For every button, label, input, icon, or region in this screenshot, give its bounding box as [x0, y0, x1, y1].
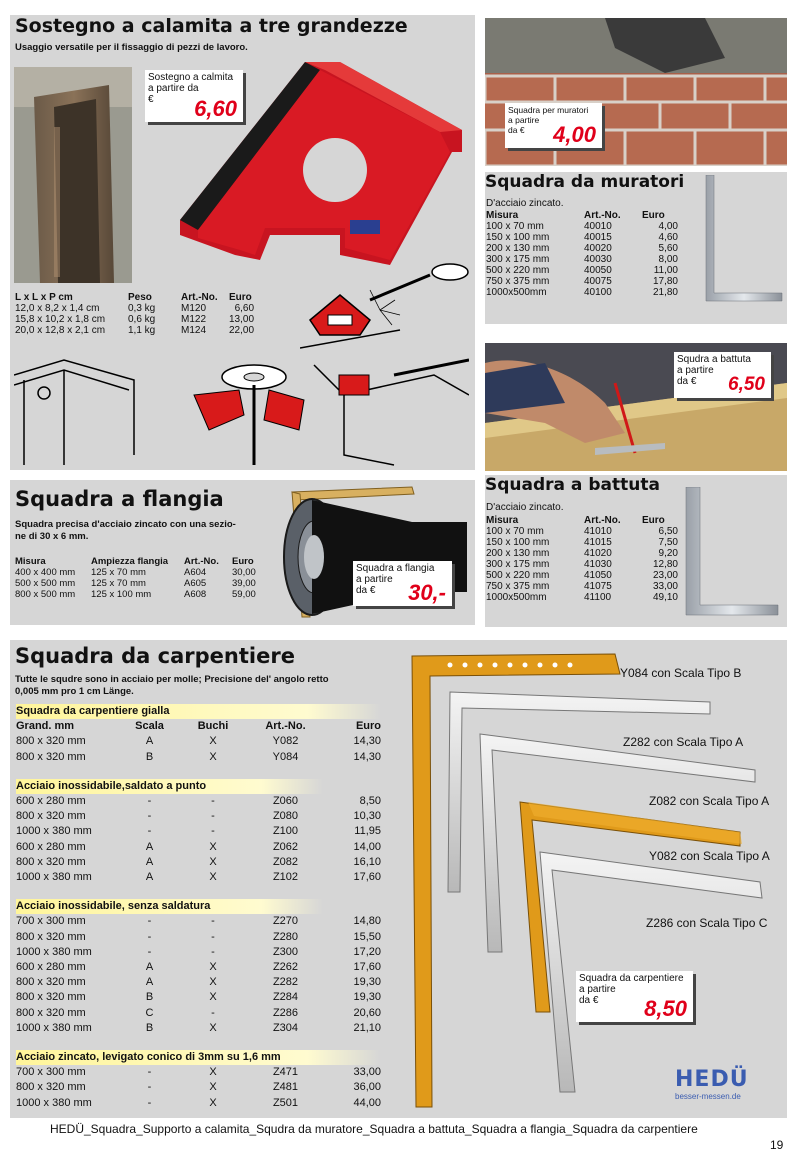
image-label: Y084 con Scala Tipo B — [620, 666, 742, 680]
table-row: 600 x 280 mm A X Z062 14,00 — [16, 840, 381, 853]
muratori-square-image — [704, 175, 784, 303]
muratori-desc: D'acciaio zincato. — [486, 198, 564, 209]
table-row: 800 x 320 mm B X Z284 19,30 — [16, 991, 381, 1004]
usage-illustrations — [14, 355, 469, 467]
price-value: 6,50 — [728, 374, 765, 395]
table-row: 600 x 280 mm - - Z060 8,50 — [16, 795, 381, 808]
flangia-title: Squadra a flangia — [15, 487, 224, 511]
col-header: Art.-No. — [181, 292, 218, 303]
image-label: Y082 con Scala Tipo A — [649, 849, 770, 863]
magnet-title: Sostegno a calamita a tre grandezze — [15, 15, 408, 37]
magnet-table — [13, 292, 256, 336]
price-value: 4,00 — [553, 122, 596, 147]
page-number: 19 — [770, 1138, 784, 1152]
table-row: 700 x 300 mm - - Z270 14,80 — [16, 915, 381, 928]
flangia-subtitle-1: Squadra precisa d'acciaio zincato con una sezio- — [15, 519, 236, 530]
table-row: 1000x500mm 40100 21,80 — [486, 287, 678, 298]
table-row: 800 x 320 mm - X Z481 36,00 — [16, 1081, 381, 1094]
price-line2: a partire da — [148, 83, 199, 94]
table-row: 400 x 400 mm 125 x 70 mm A604 30,00 — [15, 567, 256, 578]
battuta-title: Squadra a battuta — [485, 475, 660, 495]
table-row: 1000 x 380 mm - - Z100 11,95 — [16, 825, 381, 838]
table-row: 20,0 x 12,8 x 2,1 cm 1,1 kg M124 22,00 — [15, 325, 255, 336]
price-value: 6,60 — [194, 96, 237, 121]
image-label: Z286 con Scala Tipo C — [646, 916, 768, 930]
flangia-subtitle-2: ne di 30 x 6 mm. — [15, 531, 89, 542]
col-header: Euro — [229, 292, 252, 303]
price-value: 8,50 — [644, 996, 687, 1021]
welding-illustration — [300, 260, 470, 360]
price-currency: € — [148, 94, 154, 105]
price-line1: Sostegno a calmita — [148, 72, 234, 83]
section-heading: Acciaio inossidabile, senza saldatura — [16, 899, 323, 914]
table-row: 150 x 100 mm 40015 4,60 — [486, 232, 678, 243]
carpentiere-subtitle-1: Tutte le squdre sono in acciaio per molle; Precisione del' angolo retto — [15, 674, 329, 685]
battuta-table: Misura Art.-No. Euro 100 x 70 mm 41010 6,50 150 x 100 mm 41015 7,50 200 x 130 mm 41020 9,20 300 x 175 mm 41030 12,80 500 x 220 mm 41050 23,00 750 x 375 mm 41075 33,00 1000x500mm 41100 49,10 — [486, 515, 678, 603]
flangia-price-box: Squadra a flangia a partire da € 30,- — [353, 561, 452, 606]
table-row: 500 x 500 mm 125 x 70 mm A605 39,00 — [15, 578, 256, 589]
image-label: Z082 con Scala Tipo A — [649, 794, 770, 808]
carpenter-squares-image — [410, 652, 785, 1112]
table-row: 750 x 375 mm 41075 33,00 — [486, 581, 678, 592]
table-row: 100 x 70 mm 41010 6,50 — [486, 526, 678, 537]
table-row: 1000 x 380 mm - X Z501 44,00 — [16, 1096, 381, 1109]
hedu-logo: HEDÜ besser-messen.de — [675, 1067, 749, 1101]
table-row: 800 x 320 mm B X Y084 14,30 — [16, 750, 381, 763]
image-label: Z282 con Scala Tipo A — [623, 735, 744, 749]
muratori-title: Squadra da muratori — [485, 172, 685, 192]
table-row: 1000 x 380 mm - - Z300 17,20 — [16, 945, 381, 958]
section-heading: Acciaio inossidabile,saldato a punto — [16, 779, 323, 794]
table-row: 800 x 500 mm 125 x 100 mm A608 59,00 — [15, 589, 256, 600]
table-row: 500 x 220 mm 41050 23,00 — [486, 570, 678, 581]
steel-beam-photo — [14, 67, 132, 283]
carpentiere-table: Squadra da carpentiere gialla Grand. mm Scala Buchi Art.-No. Euro 800 x 320 mm A X Y082 14,30 800 x 320 mm B X Y084 14,30 Acciaio inossidabile,saldato a punto 600 x 280 mm - - Z060 8,50 800 x 320 mm - - Z080 10,30 1000 x 380 mm - - Z100 11,95 600 x 280 mm A X Z062 14,00 800 x 320 mm A X Z082 16,10 1000 x 380 mm A X Z102 17,60 Acciaio inossidabile, senza saldatura 700 x 300 mm - - Z270 14,80 800 x 320 mm - - Z280 15,50 1000 x 380 mm - - Z300 17,20 600 x 280 mm A X Z262 17,60 800 x 320 mm A X Z282 19,30 800 x 320 mm B X Z284 19,30 800 x 320 mm C - Z286 20,60 1000 x 380 mm B X Z304 21,10 Acciaio zincato, levigato conico di 3mm su 1,6 mm 700 x 300 mm - X Z471 33,00 800 x 320 mm - X Z481 36,00 1000 x 380 mm - X Z501 44,00 — [16, 704, 381, 1111]
table-row: 600 x 280 mm A X Z262 17,60 — [16, 961, 381, 974]
table-row: 1000 x 380 mm A X Z102 17,60 — [16, 871, 381, 884]
table-row: 300 x 175 mm 40030 8,00 — [486, 254, 678, 265]
carpentiere-price-box: Squadra da carpentiere a partire da € 8,50 — [576, 971, 693, 1022]
battuta-square-image — [682, 487, 782, 622]
section-heading: Acciaio zincato, levigato conico di 3mm su 1,6 mm — [16, 1050, 381, 1065]
table-row: 800 x 320 mm A X Z082 16,10 — [16, 855, 381, 868]
magnet-subtitle: Usaggio versatile per il fissaggio di pezzi de lavoro. — [15, 42, 248, 53]
carpentiere-title: Squadra da carpentiere — [15, 644, 295, 668]
table-row: 500 x 220 mm 40050 11,00 — [486, 265, 678, 276]
magnet-price-box — [145, 70, 243, 122]
table-row: 15,8 x 10,2 x 1,8 cm 0,6 kg M122 13,00 — [15, 314, 255, 325]
table-row: 800 x 320 mm A X Z282 19,30 — [16, 976, 381, 989]
muratori-price-box: Squadra per muratori a partire da € 4,00 — [505, 103, 602, 148]
table-row: 100 x 70 mm 40010 4,00 — [486, 221, 678, 232]
flangia-table: Misura Ampiezza flangia Art.-No. Euro 400 x 400 mm 125 x 70 mm A604 30,00 500 x 500 mm 125 x 70 mm A605 39,00 800 x 500 mm 125 x 100 mm A608 59,00 — [15, 556, 256, 600]
table-row: 200 x 130 mm 40020 5,60 — [486, 243, 678, 254]
footer-text: HEDÜ_Squadra_Supporto a calamita_Squdra da muratore_Squadra a battuta_Squadra a flangia_Squadra da carpentiere — [50, 1122, 698, 1136]
muratori-table: Misura Art.-No. Euro 100 x 70 mm 40010 4,00 150 x 100 mm 40015 4,60 200 x 130 mm 40020 5,60 300 x 175 mm 40030 8,00 500 x 220 mm 40050 11,00 750 x 375 mm 40075 17,80 1000x500mm 40100 21,80 — [486, 210, 678, 298]
table-row: 700 x 300 mm - X Z471 33,00 — [16, 1066, 381, 1079]
table-row: 1000x500mm 41100 49,10 — [486, 592, 678, 603]
price-value: 30,- — [408, 580, 446, 605]
table-row: 1000 x 380 mm B X Z304 21,10 — [16, 1021, 381, 1034]
table-row: 750 x 375 mm 40075 17,80 — [486, 276, 678, 287]
table-row: 300 x 175 mm 41030 12,80 — [486, 559, 678, 570]
battuta-desc: D'acciaio zincato. — [486, 502, 564, 513]
table-row: 800 x 320 mm - - Z280 15,50 — [16, 930, 381, 943]
col-header: L x L x P cm — [15, 292, 73, 303]
table-row: 150 x 100 mm 41015 7,50 — [486, 537, 678, 548]
carpentiere-subtitle-2: 0,005 mm pro 1 cm Länge. — [15, 686, 134, 697]
section-heading: Squadra da carpentiere gialla — [16, 704, 381, 719]
table-row: 200 x 130 mm 41020 9,20 — [486, 548, 678, 559]
table-row: 800 x 320 mm A X Y082 14,30 — [16, 735, 381, 748]
table-row: 800 x 320 mm C - Z286 20,60 — [16, 1006, 381, 1019]
battuta-price-box: Squdra a battuta a partire da € 6,50 — [674, 352, 771, 398]
table-row: 800 x 320 mm - - Z080 10,30 — [16, 810, 381, 823]
table-row: 12,0 x 8,2 x 1,4 cm 0,3 kg M120 6,60 — [15, 303, 255, 314]
col-header: Peso — [128, 292, 152, 303]
